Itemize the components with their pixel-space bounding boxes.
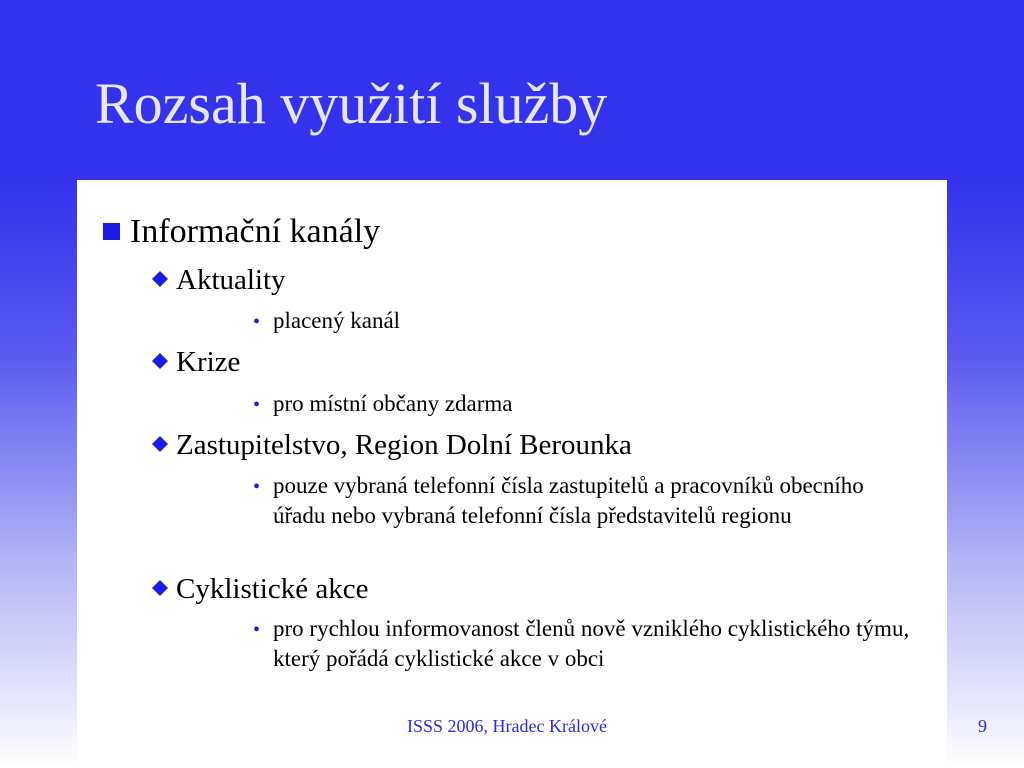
diamond-bullet-icon (152, 271, 168, 287)
footer-text: ISSS 2006, Hradec Králové (407, 716, 607, 736)
level1-item (103, 212, 380, 252)
diamond-bullet-icon (152, 436, 168, 452)
dot-bullet-icon: • (253, 394, 261, 416)
left-gradient-panel (0, 180, 77, 768)
level3-item (253, 614, 923, 674)
slide-title: Rozsah využití služby (95, 71, 608, 136)
square-bullet-icon (103, 223, 120, 240)
level2-item-cyklisticke-akce (152, 572, 368, 606)
dot-bullet-icon: • (253, 311, 261, 333)
level3-text: pro místní občany zdarma (273, 391, 513, 416)
dot-bullet-icon: • (253, 619, 261, 641)
level2-item-krize (152, 345, 240, 379)
level3-text: placený kanál (273, 308, 401, 333)
right-gradient-panel (947, 180, 1024, 768)
level3-item (253, 389, 513, 420)
level3-text: pouze vybraná telefonní čísla zastupitelů a pracovníků obecního úřadu nebo vybraná telefonní čísla představitelů regionu (273, 473, 864, 528)
level3-text: pro rychlou informovanost členů nově vzniklého cyklistického týmu, který pořádá cyklistické akce v obci (273, 616, 910, 671)
page-number: 9 (978, 716, 987, 736)
slide-footer (0, 714, 1024, 738)
title-bar (0, 0, 1024, 180)
level3-item (253, 471, 913, 531)
diamond-bullet-icon (152, 353, 168, 369)
dot-bullet-icon: • (253, 476, 261, 498)
level1-label: Informační kanály (130, 213, 381, 250)
level2-label: Aktuality (176, 264, 286, 296)
level2-item-zastupitelstvo (152, 428, 632, 462)
level2-item-aktuality (152, 263, 286, 297)
diamond-bullet-icon (152, 580, 168, 596)
level3-item (253, 306, 400, 337)
level2-label: Krize (176, 346, 241, 378)
level2-label: Cyklistické akce (176, 573, 369, 605)
level2-label: Zastupitelstvo, Region Dolní Berounka (176, 429, 632, 461)
